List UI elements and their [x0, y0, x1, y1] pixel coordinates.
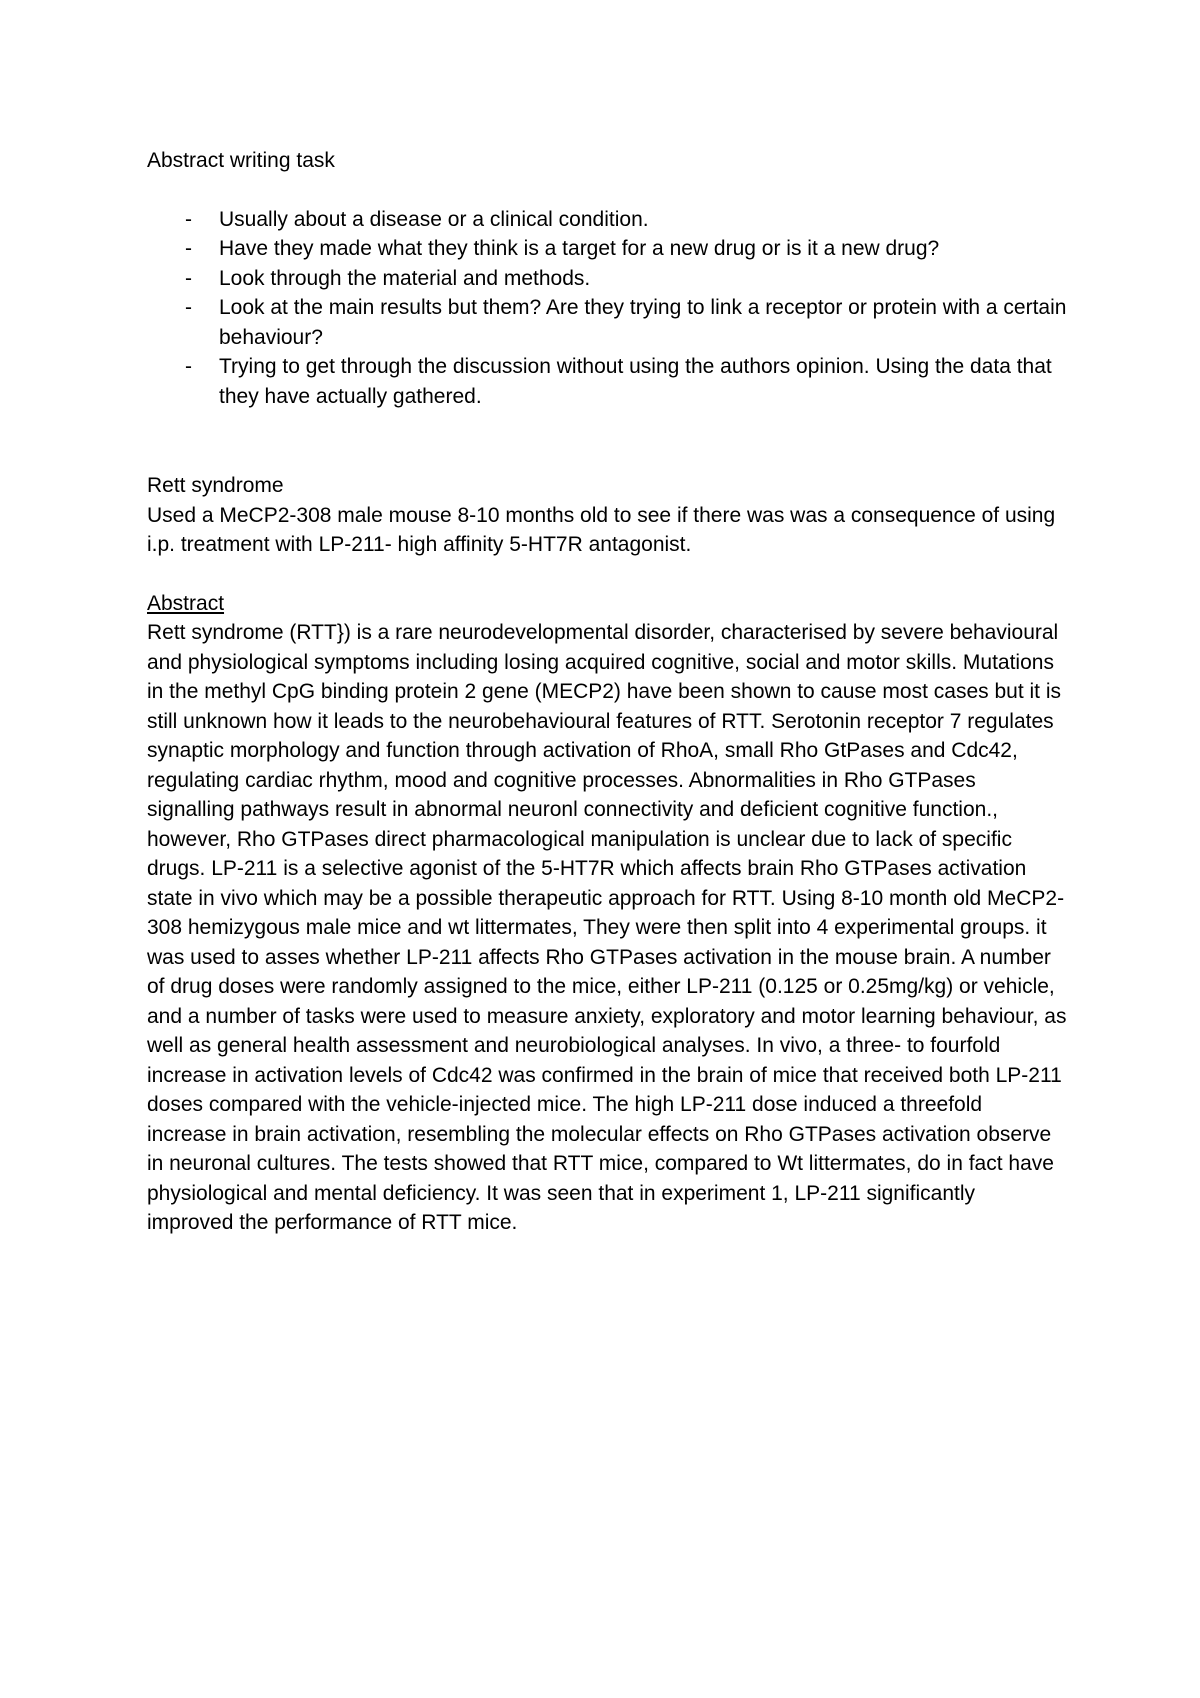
bullet-item — [147, 264, 1067, 294]
section-gap — [147, 411, 1067, 471]
section-title: Rett syndrome — [147, 474, 284, 497]
document-title: Abstract writing task — [147, 149, 335, 172]
bullet-item — [147, 293, 1067, 352]
bullet-dash: - — [185, 296, 192, 319]
bullet-text: Have they made what they think is a target for a new drug or is it a new drug? — [219, 237, 940, 260]
document-body — [147, 146, 1067, 1238]
bullet-dash: - — [185, 355, 192, 378]
task-bullet-list — [147, 205, 1067, 412]
bullet-text: Look at the main results but them? Are they trying to link a receptor or protein with a certain behaviour? — [219, 296, 1067, 349]
bullet-dash: - — [185, 266, 192, 290]
section-text: Used a MeCP2-308 male mouse 8-10 months old to see if there was was a consequence of using i.p. treatment with LP-211- high affinity 5-HT7R antagonist. — [147, 503, 1056, 556]
abstract-heading: Abstract — [147, 591, 225, 615]
bullet-text: Look through the material and methods. — [219, 266, 591, 290]
bullet-text: Usually about a disease or a clinical condition. — [219, 207, 649, 231]
bullet-item — [147, 234, 1067, 264]
section-gap — [147, 560, 1067, 589]
bullet-item — [147, 352, 1067, 411]
bullet-item — [147, 205, 1067, 235]
bullet-dash: - — [185, 207, 192, 231]
bullet-text: Trying to get through the discussion without using the authors opinion. Using the data that they have actually gathered. — [219, 355, 1052, 408]
abstract-text: Rett syndrome (RTT}) is a rare neurodevelopmental disorder, characterised by severe behavioural and physiological symptoms including losing acquired cognitive, social and motor skills. Mutations in the methyl CpG binding protein 2 gene (MECP2) have been shown to cause most cases but it is still unknown how it leads to the neurobehavioural features of RTT. Serotonin receptor 7 regulates synaptic morphology and function through activation of RhoA, small Rho GtPases and Cdc42, regulating cardiac rhythm, mood and cognitive processes. Abnormalities in Rho GTPases signalling pathways result in abnormal neuronl connectivity and deficient cognitive function., however, Rho GTPases direct pharmacological manipulation is unclear due to lack of specific drugs. LP-211 is a selective agonist of the 5-HT7R which affects brain Rho GTPases activation state in vivo which may be a possible therapeutic approach for RTT. Using 8-10 month old MeCP2-308 hemizygous male mice and wt littermates, They were then split into 4 experimental groups. it was used to asses whether LP-211 affects Rho GTPases activation in the mouse brain. A number of drug doses were randomly assigned to the mice, either LP-211 (0.125 or 0.25mg/kg) or vehicle, and a number of tasks were used to measure anxiety, exploratory and motor learning behaviour, as well as general health assessment and neurobiological analyses. In vivo, a three- to fourfold increase in activation levels of Cdc42 was confirmed in the brain of mice that received both LP-211 doses compared with the vehicle-injected mice. The high LP-211 dose induced a threefold increase in brain activation, resembling the molecular effects on Rho GTPases activation observe in neuronal cultures. The tests showed that RTT mice, compared to Wt littermates, do in fact have physiological and mental deficiency. It was seen that in experiment 1, LP-211 significantly improved the performance of RTT mice. — [147, 621, 1067, 1234]
bullet-dash: - — [185, 237, 192, 260]
